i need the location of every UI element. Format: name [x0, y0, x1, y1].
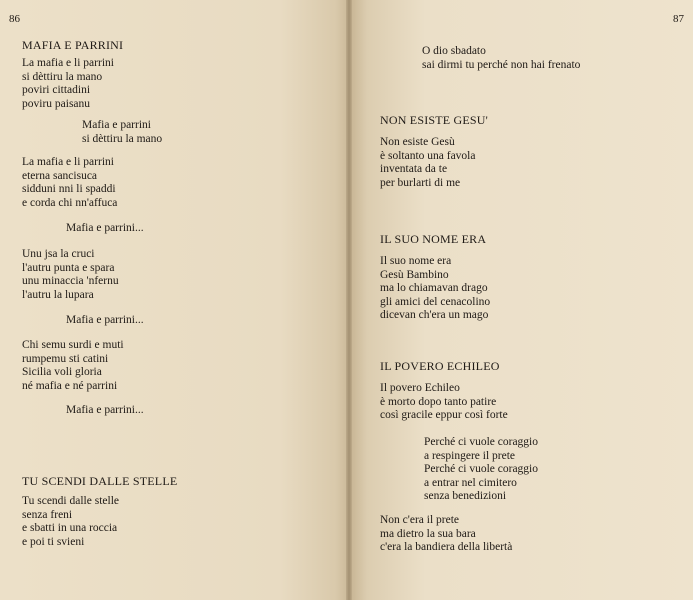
verse-line: e poi ti svieni: [22, 535, 85, 548]
verse-line: Gesù Bambino: [380, 268, 449, 281]
stanza: [22, 495, 119, 549]
verse-line: l'autru punta e spara: [22, 261, 115, 274]
verse-line: l'autru la lupara: [22, 288, 94, 301]
verse-line: senza benedizioni: [424, 490, 507, 502]
verse-line: né mafia e né parrini: [22, 379, 118, 392]
verse-line: La mafia e li parrini: [22, 57, 114, 69]
verse-line: è soltanto una favola: [380, 149, 476, 162]
verse-line: a entrar nel cimitero: [424, 476, 517, 489]
verse-line: gli amici del cenacolino: [380, 295, 491, 308]
verse-line: Sicilia voli gloria: [22, 366, 102, 378]
refrain: Mafia e parrini...: [66, 314, 144, 326]
verse-line: c'era la bandiera della libertà: [380, 541, 513, 553]
verse-line: dicevan ch'era un mago: [380, 309, 489, 321]
poem-title-non-esiste-gesu: NON ESISTE GESU': [380, 113, 489, 127]
verse-line: per burlarti di me: [380, 176, 461, 189]
verse-line: poviru paisanu: [22, 97, 91, 110]
stanza: [380, 136, 475, 190]
verse-line: rumpemu sti catini: [22, 352, 109, 365]
verse-line: Unu jsa la cruci: [22, 248, 95, 260]
verse-line: eterna sancisuca: [22, 169, 98, 182]
verse-line: senza freni: [22, 508, 73, 521]
verse-line: e corda chi nn'affuca: [22, 196, 118, 209]
page-number-left: 86: [9, 13, 20, 25]
stanza: [380, 514, 512, 555]
verse-line: a respingere il prete: [424, 449, 515, 462]
verse-line: sidduni nni li spaddi: [22, 183, 116, 195]
verse-line: poviri cittadini: [22, 84, 91, 96]
verse-line: La mafia e li parrini: [22, 156, 114, 168]
verse-line: ma dietro la sua bara: [380, 527, 476, 540]
stanza: [380, 255, 490, 323]
verse-line: Non esiste Gesù: [380, 136, 455, 148]
stanza: [380, 382, 508, 423]
verse-line: e sbatti in una roccia: [22, 522, 118, 534]
poem-title-tu-scendi-dalle-stelle: TU SCENDI DALLE STELLE: [22, 474, 178, 488]
verse-line: così gracile eppur così forte: [380, 409, 508, 421]
poem-title-mafia-e-parrini: MAFIA E PARRINI: [22, 38, 124, 52]
verse-line: O dio sbadato: [422, 45, 486, 57]
verse-line: unu minaccia 'nfernu: [22, 275, 119, 287]
verse-line: Il suo nome era: [380, 255, 452, 267]
stanza-continued: [422, 45, 580, 72]
page-number-right: 87: [673, 13, 684, 25]
verse-line: Mafia e parrini: [82, 119, 151, 131]
refrain: Mafia e parrini...: [66, 222, 144, 234]
stanza: [22, 248, 119, 302]
stanza: [22, 156, 117, 210]
verse-line: ma lo chiamavan drago: [380, 282, 488, 294]
verse-line: si dèttiru la mano: [22, 70, 103, 83]
verse-line: si dèttiru la mano: [82, 132, 163, 145]
verse-line: è morto dopo tanto patire: [380, 395, 497, 408]
book-spine: [346, 0, 352, 600]
poem-title-il-povero-echileo: IL POVERO ECHILEO: [380, 359, 500, 373]
poem-title-il-suo-nome-era: IL SUO NOME ERA: [380, 232, 487, 246]
verse-line: sai dirmi tu perché non hai frenato: [422, 58, 581, 71]
stanza: [22, 57, 114, 111]
stanza: [22, 339, 124, 393]
stanza: [424, 436, 538, 504]
refrain: Mafia e parrini...: [66, 404, 144, 416]
verse-line: Non c'era il prete: [380, 514, 460, 526]
verse-line: Il povero Echileo: [380, 382, 460, 394]
verse-line: Tu scendi dalle stelle: [22, 495, 119, 507]
verse-line: Perché ci vuole coraggio: [424, 436, 538, 448]
verse-line: Perché ci vuole coraggio: [424, 463, 538, 475]
refrain: [82, 119, 162, 146]
verse-line: Chi semu surdi e muti: [22, 339, 124, 351]
verse-line: inventata da te: [380, 163, 448, 175]
right-page: [350, 0, 693, 600]
